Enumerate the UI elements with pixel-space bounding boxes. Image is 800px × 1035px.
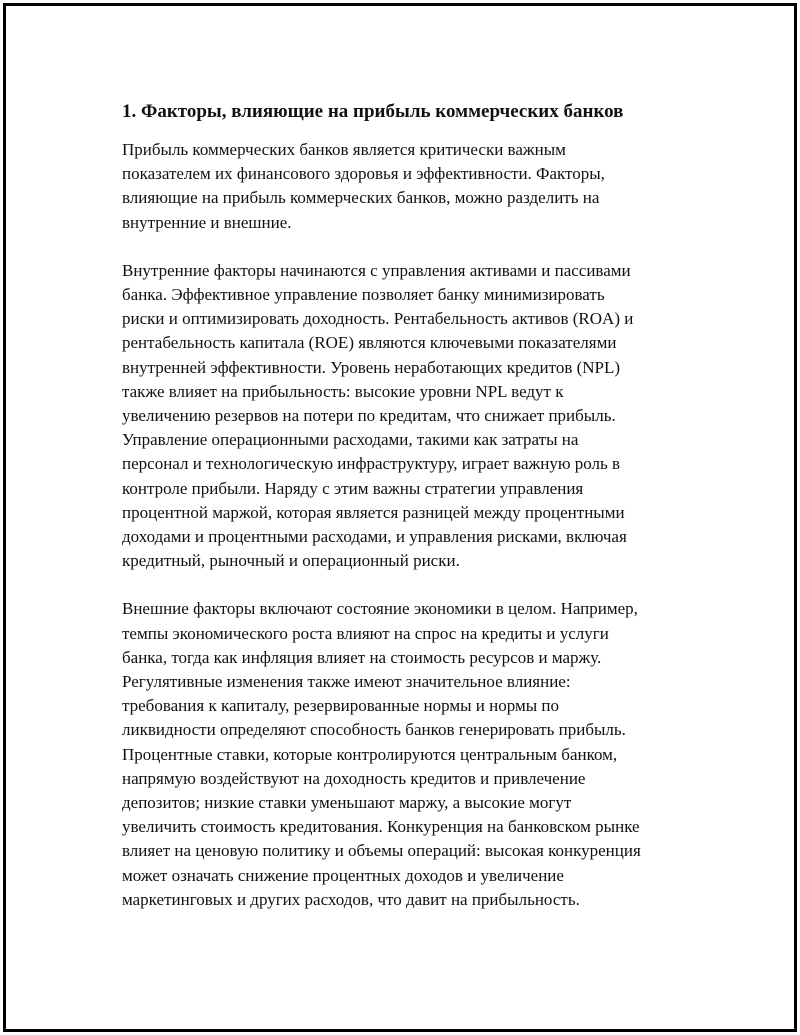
text-line: маркетинговых и других расходов, что давит на прибыльность. xyxy=(122,889,580,909)
text-line: банка, тогда как инфляция влияет на стоимость ресурсов и маржу. xyxy=(122,647,602,667)
document-body xyxy=(122,98,692,936)
text-line: также влияет на прибыльность: высокие уровни NPL ведут к xyxy=(122,381,564,401)
text-line: увеличить стоимость кредитования. Конкуренция на банковском рынке xyxy=(122,817,640,837)
text-line: влияет на ценовую политику и объемы операций: высокая конкуренция xyxy=(122,841,641,861)
text-line: Прибыль коммерческих банков является критически важным xyxy=(122,140,566,159)
text-line: ликвидности определяют способность банков генерировать прибыль. xyxy=(122,720,626,740)
text-line: увеличению резервов на потери по кредитам, что снижает прибыль. xyxy=(122,406,616,426)
text-line: Внутренние факторы начинаются с управления активами и пассивами xyxy=(122,260,631,280)
text-line: Процентные ставки, которые контролируются центральным банком, xyxy=(122,744,618,764)
text-line: банка. Эффективное управление позволяет банку минимизировать xyxy=(122,285,605,305)
text-line: контроле прибыли. Наряду с этим важны стратегии управления xyxy=(122,478,584,498)
page-frame xyxy=(3,3,797,1032)
text-line: показателем их финансового здоровья и эффективности. Факторы, xyxy=(122,164,605,184)
text-line: кредитный, рыночный и операционный риски. xyxy=(122,551,460,571)
text-line: доходами и процентными расходами, и управления рисками, включая xyxy=(122,527,627,547)
text-line: влияющие на прибыль коммерческих банков, можно разделить на xyxy=(122,188,600,208)
text-line: Регулятивные изменения также имеют значительное влияние: xyxy=(122,672,571,692)
text-line: депозитов; низкие ставки уменьшают маржу, а высокие могут xyxy=(122,793,572,813)
paragraph-intro xyxy=(122,138,692,235)
text-line: требования к капиталу, резервированные нормы и нормы по xyxy=(122,696,559,716)
text-line: риски и оптимизировать доходность. Рентабельность активов (ROA) и xyxy=(122,309,634,329)
section-heading: 1. Факторы, влияющие на прибыль коммерческих банков xyxy=(122,101,624,122)
text-line: внутренние и внешние. xyxy=(122,212,292,232)
text-line: может означать снижение процентных доходов и увеличение xyxy=(122,865,564,885)
text-line: персонал и технологическую инфраструктуру, играет важную роль в xyxy=(122,454,621,474)
text-line: процентной маржой, которая является разницей между процентными xyxy=(122,502,625,522)
text-line: внутренней эффективности. Уровень неработающих кредитов (NPL) xyxy=(122,357,621,377)
text-line: Внешние факторы включают состояние экономики в целом. Например, xyxy=(122,599,638,619)
paragraph-internal-factors xyxy=(122,259,692,574)
text-line: Управление операционными расходами, такими как затраты на xyxy=(122,430,579,450)
text-line: напрямую воздействуют на доходность кредитов и привлечение xyxy=(122,768,586,788)
text-line: рентабельность капитала (ROE) являются ключевыми показателями xyxy=(122,333,617,353)
text-line: темпы экономического роста влияют на спрос на кредиты и услуги xyxy=(122,623,609,643)
paragraph-external-factors xyxy=(122,597,692,912)
